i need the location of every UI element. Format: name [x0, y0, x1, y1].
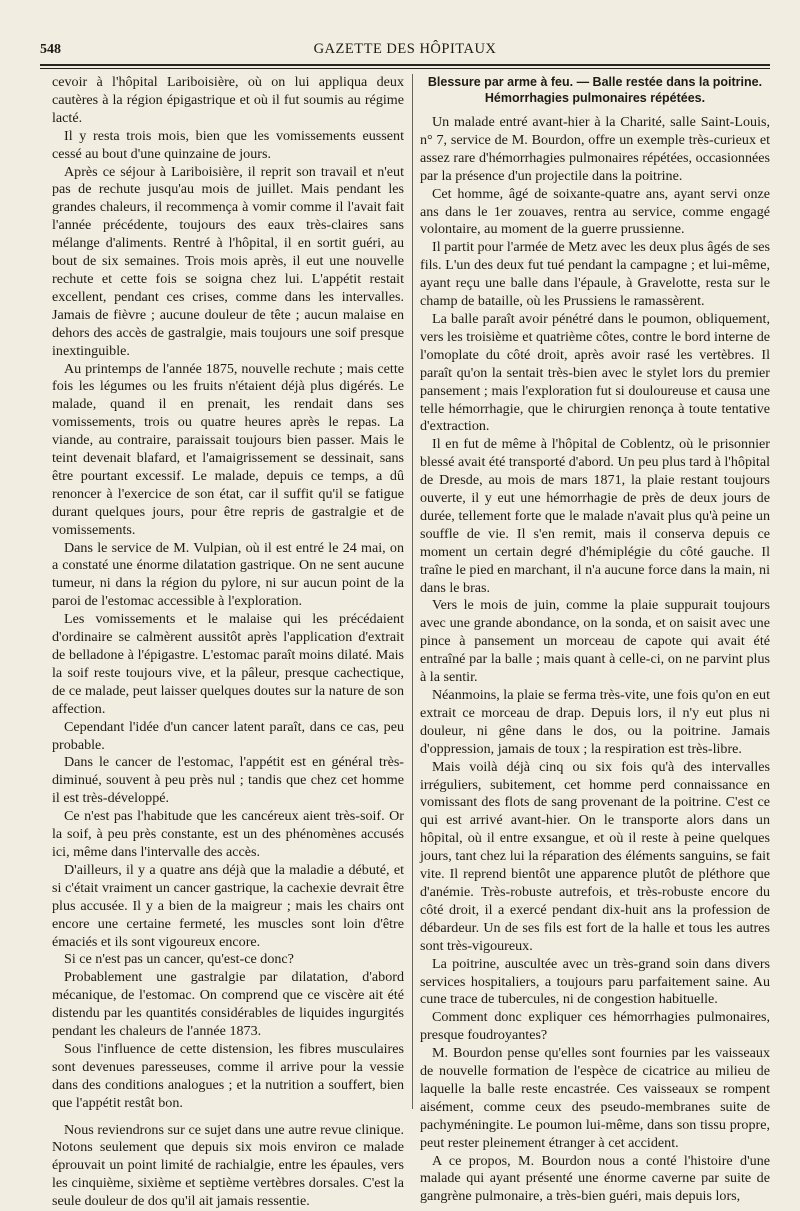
paragraph: Un malade entré avant-hier à la Charité, salle Saint-Louis, n° 7, service de M. Bourdon, offre un exemple très-curieux et assez rare d'hémorrhagies pulmonaires répétées, occasionnées par la présence d'un projectile dans la poitrine. [420, 114, 770, 184]
paragraph: A ce propos, M. Bourdon nous a conté l'histoire d'une malade qui ayant présenté une énorme caverne par suite de gangrène pulmonaire, a très-bien guéri, mais depuis lors, [420, 1152, 770, 1205]
header-rule-thin [40, 68, 770, 69]
paragraph: Cet homme, âgé de soixante-quatre ans, ayant servi onze ans dans le 1er zouaves, rentra au service, comme engagé volontaire, au moment de la guerre prussienne. [420, 185, 770, 238]
paragraph: Nous reviendrons sur ce sujet dans une autre revue clinique. Notons seulement que depuis six mois environ ce malade éprouvait un point limité de rachialgie, entre les épaules, vers les cinquième, sixième et septième vertèbres dorsales. C'est la seule douleur de dos qu'il ait jamais ressentie. [52, 1121, 404, 1210]
paragraph: Après ce séjour à Lariboisière, il reprit son travail et n'eut pas de rechute jusqu'au mois de juillet. Mais pendant les grandes chaleurs, il recommença à vomir comme il l'avait fait l'année précédente, toujours des eaux très-claires sans mélange d'aliments. Rentré à l'hôpital, il en sortit guéri, au bout de six semaines. Trois mois après, il eut une nouvelle rechute et cette fois se soigna chez lui. L'appétit restait excellent, pendant ces crises, comme dans les intervalles. Jamais de fièvre ; aucune douleur de tête ; aucun malaise en dehors des accès de gastralgie, mais toujours une soif presque inextinguible. [52, 163, 404, 359]
paragraph: Vers le mois de juin, comme la plaie suppurait toujours avec une grande abondance, on la sonda, et on saisit avec une pince à pansement un morceau de capote qui avait été entraîné par la balle ; mais quant à celle-ci, on ne parvint plus à la sentir. [420, 597, 770, 686]
paragraph: Au printemps de l'année 1875, nouvelle rechute ; mais cette fois les légumes ou les fruits n'étaient déjà plus digérés. Le malade, quand il en prenait, les rendait dans ses vomissements, trois ou quatre heures après le repas. La viande, au contraire, paraissait toujours bien passer. Mais le teint devenait blafard, et l'amaigrissement se dessinait, sans être pourtant excessif. Le malade, depuis ce temps, a dû renoncer à l'exercice de son état, car il suffit qu'il se fatigue durant quelques jours, pour être repris de gastralgie et de vomissements. [52, 360, 404, 538]
paragraph: Néanmoins, la plaie se ferma très-vite, une fois qu'on en eut extrait ce morceau de drap. Depuis lors, il n'y eut plus ni douleur, ni gêne dans le dos, ou la poitrine. Jamais d'oppression, jamais de toux ; la respiration est très-libre. [420, 687, 770, 757]
paragraph: Il y resta trois mois, bien que les vomissements eussent cessé au bout d'une quinzaine de jours. [52, 127, 404, 162]
paragraph: La poitrine, auscultée avec un très-grand soin dans divers services hospitaliers, a toujours paru parfaitement saine. Au cune trace de tubercules, ni de congestion habituelle. [420, 955, 770, 1008]
paragraph: Ce n'est pas l'habitude que les cancéreux aient très-soif. Or la soif, à peu près constante, est un des phénomènes accusés ici, même dans l'intervalle des accès. [52, 808, 404, 860]
paragraph: Mais voilà déjà cinq ou six fois qu'à des intervalles irréguliers, subitement, cet homme perd connaissance en vomissant des flots de sang provenant de la poitrine. C'est ce qui est arrivé avant-hier. On le transporte alors dans un hôpital, où il entre exsangue, et où il reste à peine quelques jours, tant chez lui la réparation des éléments sanguins, se fait vite. Il reprend bientôt une apparence plutôt de pléthore que d'anémie. Très-robuste autrefois, et très-robuste encore du côté droit, il a exercé pendant dix-huit ans la profession de débardeur. Un de ses fils est fort de la halle et tous les autres sont très-vigoureux. [420, 758, 770, 954]
paragraph: Sous l'influence de cette distension, les fibres musculaires sont devenues paresseuses, comme il arrive pour la vessie dans des conditions analogues ; et la nutrition a souffert, bien que l'appétit restât bon. [52, 1040, 404, 1111]
paragraph: Dans le cancer de l'estomac, l'appétit est en général très-diminué, souvent à peu près nul ; tandis que chez cet homme il est très-développé. [52, 754, 404, 807]
paragraph: Probablement une gastralgie par dilatation, d'abord mécanique, de l'estomac. On comprend que ce viscère ait été distendu par les quantités considérables de liquides ingurgités pendant les chaleurs de l'année 1873. [52, 969, 404, 1040]
paragraph: M. Bourdon pense qu'elles sont fournies par les vaisseaux de nouvelle formation de l'espèce de cicatrice au milieu de laquelle la balle reste encastrée. Ces vaisseaux se rompent aisément, comme ceux des pseudo-membranes suite de pachyméningite. Le poumon lui-même, dans son tissu propre, peut rester pleinement étranger à cet accident. [420, 1045, 770, 1151]
section-title-line-1: Blessure par arme à feu. — Balle restée dans la poitrine. [427, 75, 763, 89]
paragraph: La balle paraît avoir pénétré dans le poumon, obliquement, vers les troisième et quatrième côtes, contre le bord interne de l'omoplate du côté droit, après avoir rasé les vertèbres. Il paraît qu'on la sentait très-bien avec le stylet lors du premier pansement ; mais l'exploration fut si douloureuse et causa une telle hémorrhagie, que le chirurgien renonça à toute tentative d'extraction. [420, 310, 770, 435]
paragraph: Il en fut de même à l'hôpital de Coblentz, où le prisonnier blessé avait été transporté d'abord. Un peu plus tard à l'hôpital de Dresde, au mois de mars 1871, la plaie restant toujours ouverte, il y eut une hémorrhagie de près de deux jours de durée, tellement forte que le malade n'avait plus qu'à peine un souffle de vie. Il s'en remit, mais il conserva depuis ce moment un certain degré d'hémiplégie du côté gauche. Il traîne le pied en marchant, il n'a aucune force dans la main, ni dans le bras. [420, 436, 770, 596]
column-divider [412, 74, 413, 1109]
header-rule-thick [40, 64, 770, 66]
left-column [52, 74, 404, 1211]
journal-title: GAZETTE DES HÔPITAUX [313, 41, 497, 57]
paragraph: Il partit pour l'armée de Metz avec les deux plus âgés de ses fils. L'un des deux fut tué pendant la campagne ; et lui-même, ayant reçu une balle dans l'épaule, à Gravelotte, resta sur le champ de bataille, où les Prussiens le ramassèrent. [420, 239, 770, 310]
page-number: 548 [40, 42, 61, 57]
section-title [420, 74, 770, 106]
paragraph: Les vomissements et le malaise qui les précédaient d'ordinaire se calmèrent aussitôt après l'application d'extrait de belladone à l'épigastre. L'estomac paraît moins dilaté. Mais la soif reste toujours vive, et la pâleur, presque cachectique, de ce malade, peut laisser quelques doutes sur la nature de son affection. [52, 611, 404, 717]
paragraph: Dans le service de M. Vulpian, où il est entré le 24 mai, on a constaté une énorme dilatation gastrique. On ne sent aucune tumeur, ni dans la région du pylore, ni sur aucun point de la paroi de l'estomac accessible à l'exploration. [52, 539, 404, 610]
paragraph: Cependant l'idée d'un cancer latent paraît, dans ce cas, peu probable. [52, 718, 404, 753]
section-title-line-2: Hémorrhagies pulmonaires répétées. [484, 91, 706, 105]
paragraph: cevoir à l'hôpital Lariboisière, où on lui appliqua deux cautères à la région épigastrique et où il fut soumis au régime lacté. [52, 74, 404, 126]
right-column [420, 74, 770, 1206]
paragraph: Comment donc expliquer ces hémorrhagies pulmonaires, presque foudroyantes? [420, 1009, 770, 1044]
paragraph: D'ailleurs, il y a quatre ans déjà que la maladie a débuté, et si c'était vraiment un cancer gastrique, la cachexie devrait être plus accusée. Il y a bien de la maigreur ; mais les chairs ont encore une certaine fermeté, les muscles sont loin d'être émaciés et ils sont vigoureux encore. [52, 861, 404, 950]
paragraph: Si ce n'est pas un cancer, qu'est-ce donc? [64, 951, 294, 968]
page-header [40, 40, 770, 62]
